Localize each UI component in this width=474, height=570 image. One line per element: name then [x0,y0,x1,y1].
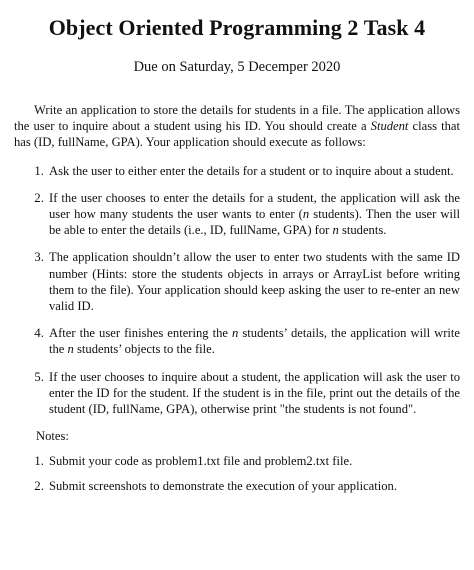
note-item-1: 1. Submit your code as problem1.txt file and problem2.txt file. [47,453,460,469]
class-name: Student [370,119,409,134]
intro-paragraph [14,102,460,151]
math-variable: n [232,326,239,341]
due-date: Due on Saturday, 5 Decemper 2020 [133,59,341,75]
task-text: If the user chooses to enter the details for a student, the application will ask the user how many students the user wants to enter ( [49,190,460,222]
task-text: If the user chooses to inquire about a student, the application will ask the user to enter the ID for the student. If the student is in the file, print out the details of the student (ID, fullName, GPA), otherwise print "the students is not found". [49,369,460,417]
notes-label: Notes: [36,429,69,444]
notes-list [14,453,460,494]
intro-text-1: Write an application to store the details for students in a file. The application allows the user to inquire about a student using his ID. You should create a [14,103,460,134]
task-text: The application shouldn’t allow the user to enter two students with the same ID number (Hints: store the students objects in arrays or ArrayList before writing them to the file). Your application should keep asking the user to re-enter an new valid ID. [49,250,460,314]
intro-text-2: class that has (ID, fullName, GPA). Your application should execute as follows: [14,119,460,150]
math-variable: n [332,223,339,238]
task-item-2 [47,190,460,239]
task-item-3 [47,249,460,314]
task-text: After the user finishes entering the [49,326,233,341]
math-variable: n [302,207,310,222]
task-text: students). Then the user will be able to enter the details (i.e., ID, fullName, GPA) for [49,207,460,238]
task-list [14,163,460,418]
task-text: students. [338,223,387,238]
task-text: students’ details, the application will write the [49,326,460,357]
note-item-2: 2. Submit screenshots to demonstrate the execution of your application. [47,478,460,494]
task-item-4 [47,325,460,357]
task-text: students’ objects to the file. [73,342,215,357]
task-text: Ask the user to either enter the details for a student or to inquire about a student. [49,163,454,178]
math-variable: n [67,342,74,357]
document-title: Object Oriented Programming 2 Task 4 [48,15,426,40]
task-item-1 [47,163,460,179]
task-item-5 [47,369,460,418]
